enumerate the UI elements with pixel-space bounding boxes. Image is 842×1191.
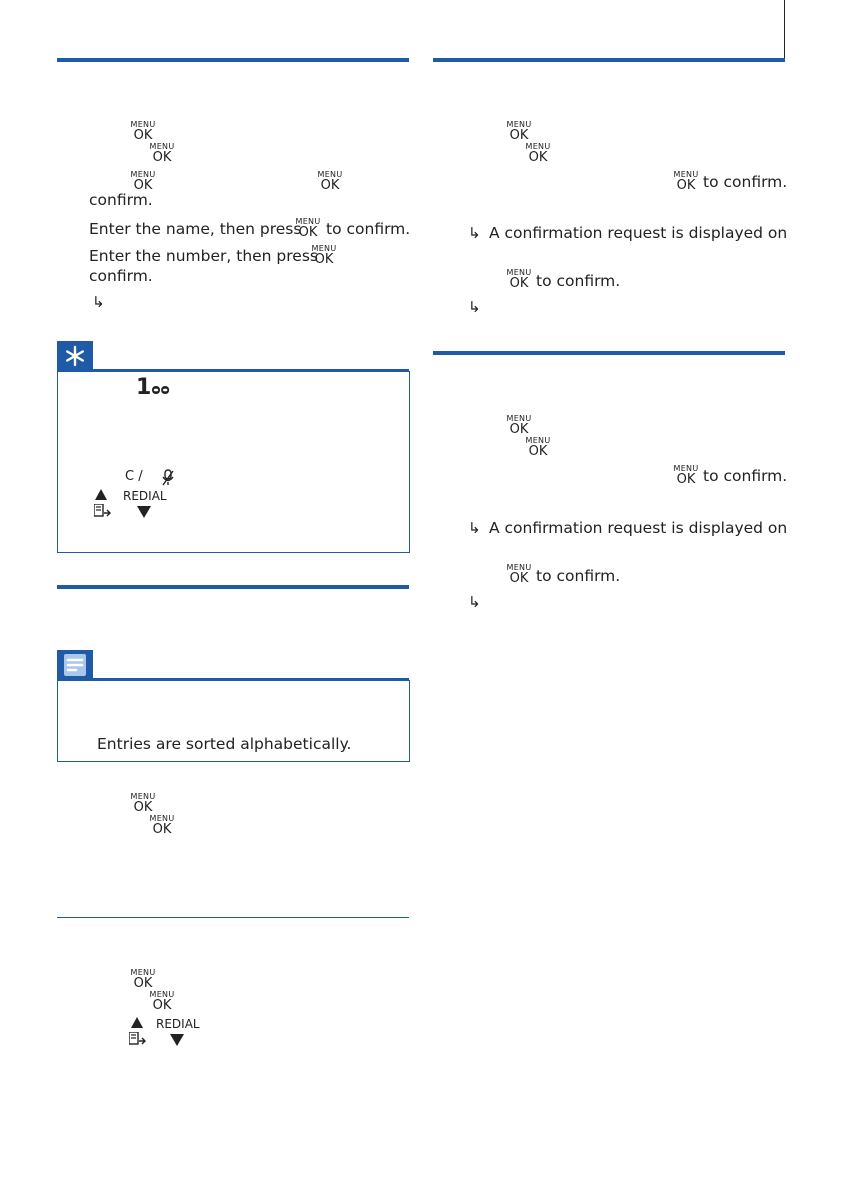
- menu-ok-key-icon: MENU OK: [525, 142, 551, 165]
- menu-ok-key-icon: MENU OK: [317, 170, 343, 193]
- phonebook-icon: [129, 1032, 146, 1047]
- step-enter-number-confirm: confirm.: [89, 267, 153, 285]
- menu-ok-key-icon: MENU OK: [506, 268, 532, 291]
- menu-ok-key-icon: MENU OK: [130, 792, 156, 815]
- menu-ok-key-icon: MENU OK: [506, 563, 532, 586]
- menu-ok-key-icon: MENU OK: [525, 436, 551, 459]
- press-confirm-text: to confirm.: [536, 272, 621, 290]
- menu-ok-key-icon: MENU OK: [295, 217, 321, 240]
- redial-label: REDIAL: [123, 489, 167, 503]
- mute-mic-icon: [161, 469, 175, 487]
- result-arrow-icon: ↳: [468, 298, 481, 316]
- step-enter-number: Enter the number, then press: [89, 247, 318, 265]
- menu-ok-key-icon: MENU OK: [673, 170, 699, 193]
- step-confirm-text: confirm.: [89, 191, 153, 209]
- step-enter-name: Enter the name, then press: [89, 220, 302, 238]
- subsection-rule: [57, 917, 409, 918]
- menu-ok-key-icon: MENU OK: [149, 142, 175, 165]
- confirmation-request-text: A confirmation request is displayed on: [489, 519, 788, 537]
- down-arrow-icon: [137, 506, 151, 518]
- press-confirm-text: to confirm.: [536, 567, 621, 585]
- menu-ok-key-icon: MENU OK: [130, 968, 156, 991]
- menu-ok-key-icon: MENU OK: [149, 814, 175, 837]
- result-arrow-icon: ↳: [468, 519, 481, 537]
- section-rule: [433, 351, 785, 355]
- menu-ok-key-icon: MENU OK: [311, 244, 337, 267]
- result-arrow-icon: ↳: [468, 224, 481, 242]
- step-enter-name-suffix: to confirm.: [326, 220, 411, 238]
- menu-ok-key-icon: MENU OK: [130, 170, 156, 193]
- up-arrow-icon: [95, 489, 107, 500]
- tip-badge: [57, 341, 93, 371]
- key-c-mute: C /: [125, 469, 143, 484]
- crop-mark: [784, 0, 785, 60]
- section-rule: [433, 58, 785, 62]
- menu-ok-key-icon: MENU OK: [149, 990, 175, 1013]
- to-confirm-text: to confirm.: [703, 467, 788, 485]
- asterisk-icon: [57, 341, 93, 371]
- menu-ok-key-icon: MENU OK: [506, 120, 532, 143]
- redial-label: REDIAL: [156, 1017, 200, 1031]
- menu-ok-key-icon: MENU OK: [673, 464, 699, 487]
- down-arrow-icon: [170, 1034, 184, 1046]
- up-arrow-icon: [131, 1017, 143, 1028]
- section-rule: [57, 58, 409, 62]
- section-rule: [57, 585, 409, 589]
- note-text: Entries are sorted alphabetically.: [97, 735, 352, 753]
- tip-box: [57, 371, 410, 553]
- note-badge: [57, 650, 93, 680]
- menu-ok-key-icon: MENU OK: [130, 120, 156, 143]
- menu-ok-key-icon: MENU OK: [506, 414, 532, 437]
- key-1-voicemail-icon: 1ᴑᴑ: [136, 375, 170, 400]
- result-arrow-icon: ↳: [468, 593, 481, 611]
- confirmation-request-text: A confirmation request is displayed on: [489, 224, 788, 242]
- note-icon: [57, 650, 93, 680]
- to-confirm-text: to confirm.: [703, 173, 788, 191]
- phonebook-icon: [94, 504, 111, 519]
- result-arrow-icon: ↳: [92, 293, 105, 311]
